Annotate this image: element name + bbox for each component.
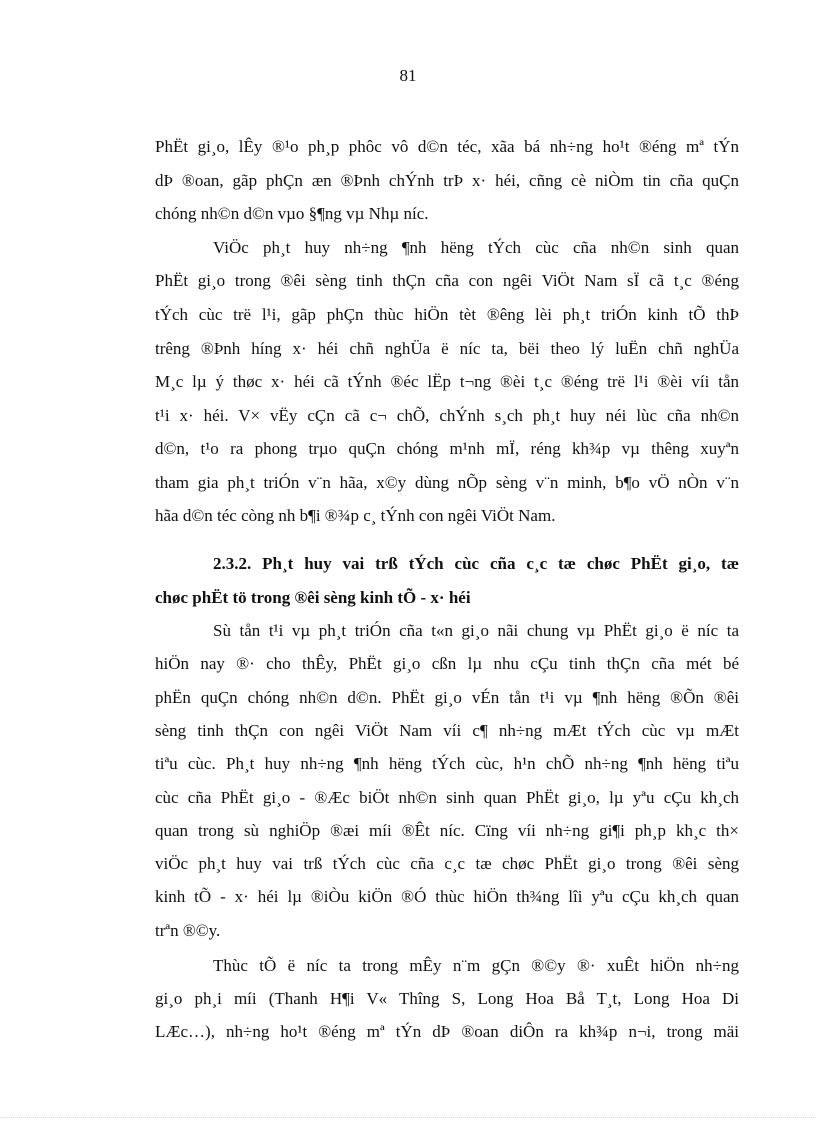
paragraph-line: sèng tinh thÇn con ngêi ViÖt Nam víi c¶ nh÷ng mÆt tÝch cùc vµ mÆt xyxy=(155,721,739,740)
paragraph-line: d©n, t¹o ra phong trµo quÇn chóng m¹nh mÏ, réng kh¾p vµ thêng xuyªn xyxy=(155,439,739,458)
paragraph-line: M¸c lµ ý thøc x· héi cã tÝnh ®éc lËp t¬ng ®èi t¸c ®éng trë l¹i ®èi víi tån xyxy=(155,372,739,391)
paragraph-line: trêng ®Þnh híng x· héi chñ nghÜa ë níc ta, bëi theo lý luËn chñ nghÜa xyxy=(155,339,739,358)
paragraph-line: tiªu cùc. Ph¸t huy nh÷ng ¶nh hëng tÝch cùc, h¹n chÕ nh÷ng ¶nh hëng tiªu xyxy=(155,754,739,773)
section-heading: chøc phËt tö trong ®êi sèng kinh tÕ - x· héi xyxy=(155,588,471,607)
paragraph-line: phËn quÇn chóng nh©n d©n. PhËt gi¸o vÉn tån t¹i vµ ¶nh hëng ®Õn ®êi xyxy=(155,688,739,707)
page-number: 81 xyxy=(399,66,417,85)
page-bottom-divider xyxy=(0,1117,816,1118)
paragraph-line: ViÖc ph¸t huy nh÷ng ¶nh hëng tÝch cùc cña nh©n sinh quan xyxy=(213,238,739,257)
paragraph-line: dÞ ®oan, gãp phÇn æn ®Þnh chÝnh trÞ x· héi, cñng cè niÒm tin cña quÇn xyxy=(155,171,739,190)
paragraph-line: Sù tån t¹i vµ ph¸t triÓn cña t«n gi¸o nãi chung vµ PhËt gi¸o ë níc ta xyxy=(213,621,739,640)
paragraph-line: quan trong sù nghiÖp ®æi míi ®Êt níc. Cïng víi nh÷ng gi¶i ph¸p kh¸c th× xyxy=(155,821,739,840)
paragraph-line: tÝch cùc trë l¹i, gãp phÇn thùc hiÖn tèt ®êng lèi ph¸t triÓn kinh tÕ thÞ xyxy=(155,305,739,324)
paragraph-line: t¹i x· héi. V× vËy cÇn cã c¬ chÕ, chÝnh s¸ch ph¸t huy néi lùc cña nh©n xyxy=(155,406,739,425)
paragraph-line: Thùc tÕ ë níc ta trong mÊy n¨m gÇn ®©y ®· xuÊt hiÖn nh÷ng xyxy=(213,956,739,975)
paragraph-line: gi¸o ph¸i míi (Thanh H¶i V« Thîng S, Long Hoa Bå T¸t, Long Hoa Di xyxy=(155,989,739,1008)
paragraph-line: PhËt gi¸o, lÊy ®¹o ph¸p phôc vô d©n téc, xãa bá nh÷ng ho¹t ®éng mª tÝn xyxy=(155,137,739,156)
paragraph-line: viÖc ph¸t huy vai trß tÝch cùc cña c¸c tæ chøc PhËt gi¸o trong ®êi sèng xyxy=(155,854,739,873)
section-heading: 2.3.2. Ph¸t huy vai trß tÝch cùc cña c¸c tæ chøc PhËt gi¸o, tæ xyxy=(213,554,739,573)
paragraph-line: tham gia ph¸t triÓn v¨n hãa, x©y dùng nÕp sèng v¨n minh, b¶o vÖ nÒn v¨n xyxy=(155,473,739,492)
paragraph-line: LÆc…), nh÷ng ho¹t ®éng mª tÝn dÞ ®oan diÔn ra kh¾p n¬i, trong mäi xyxy=(155,1022,739,1041)
paragraph-line: chóng nh©n d©n vµo §¶ng vµ Nhµ níc. xyxy=(155,204,429,223)
paragraph-line: trªn ®©y. xyxy=(155,921,221,940)
paragraph-line: hãa d©n téc còng nh b¶i ®¾p c¸ tÝnh con ngêi ViÖt Nam. xyxy=(155,506,556,525)
paragraph-line: cùc cña PhËt gi¸o - ®Æc biÖt nh©n sinh quan PhËt gi¸o, lµ yªu cÇu kh¸ch xyxy=(155,788,739,807)
paragraph-line: PhËt gi¸o trong ®êi sèng tinh thÇn cña con ngêi ViÖt Nam sÏ cã t¸c ®éng xyxy=(155,271,739,290)
paragraph-line: kinh tÕ - x· héi lµ ®iÒu kiÖn ®Ó thùc hiÖn th¾ng lîi yªu cÇu kh¸ch quan xyxy=(155,887,739,906)
paragraph-line: hiÖn nay ®· cho thÊy, PhËt gi¸o cßn lµ nhu cÇu tinh thÇn cña mét bé xyxy=(155,654,739,673)
